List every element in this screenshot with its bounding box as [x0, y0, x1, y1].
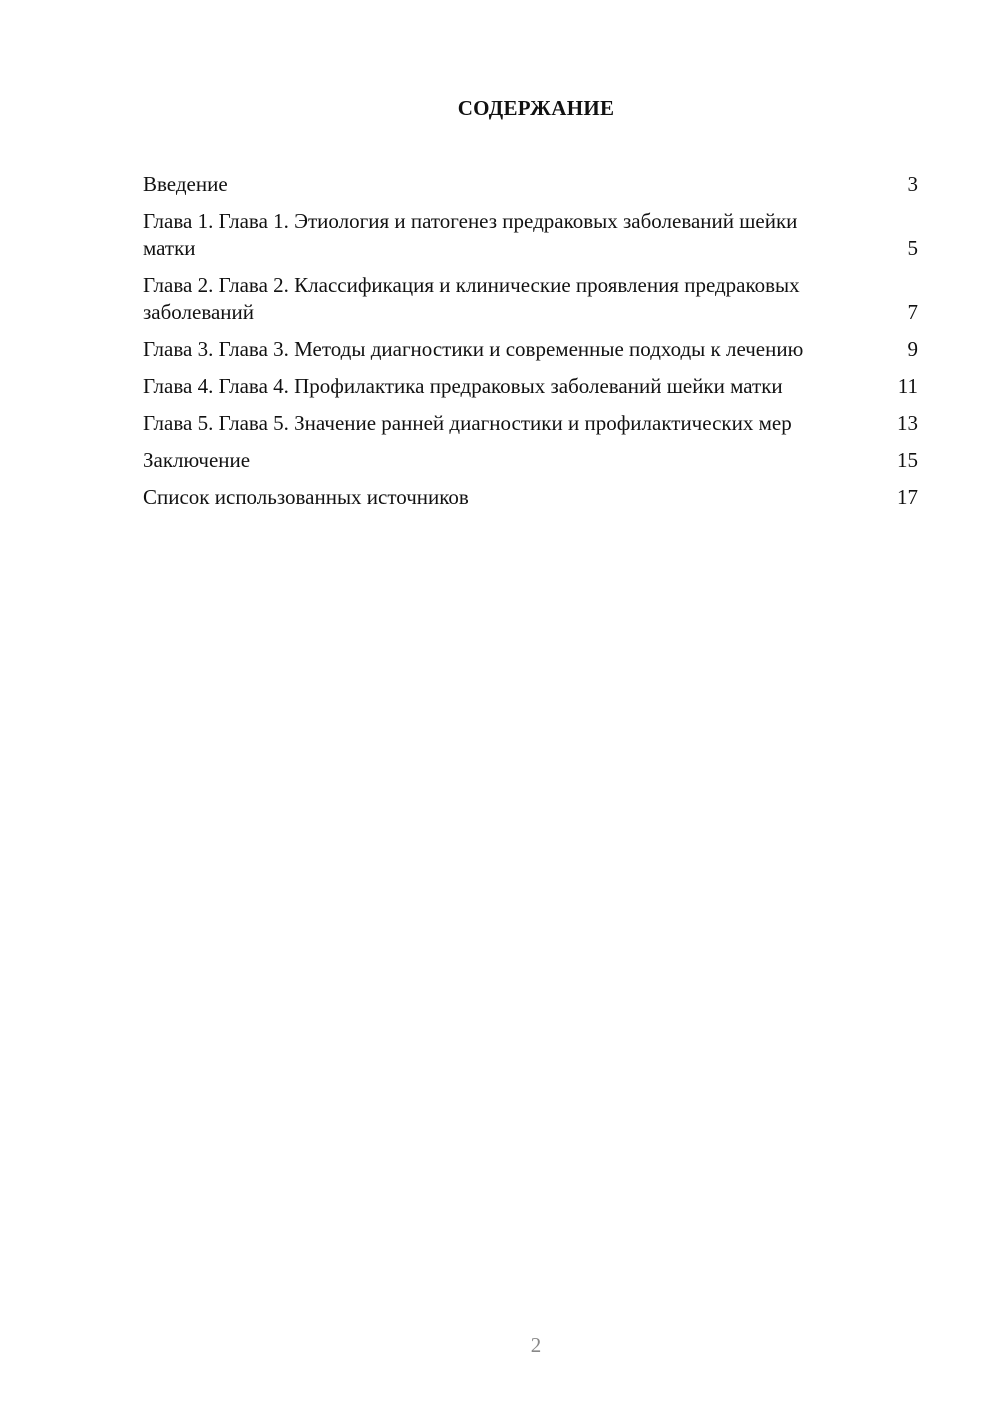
toc-entry-chapter-3[interactable]: [143, 336, 918, 363]
toc-entry-label: Глава 4. Глава 4. Профилактика предраковых заболеваний шейки матки: [143, 374, 783, 398]
page-number: 2: [530, 1333, 542, 1357]
toc-entry-label: Глава 2. Глава 2. Классификация и клинические проявления предраковых заболеваний: [143, 273, 800, 324]
toc-entry-label: Список использованных источников: [143, 485, 469, 509]
toc-entry-page-number: 13: [897, 411, 918, 435]
toc-entry-page-number: 3: [907, 172, 918, 196]
table-of-contents: [143, 171, 918, 521]
toc-entry-page-number: 17: [897, 485, 918, 509]
toc-entry-page-number: 9: [907, 337, 918, 361]
toc-entry-chapter-5[interactable]: [143, 410, 918, 437]
toc-entry-label: Глава 3. Глава 3. Методы диагностики и современные подходы к лечению: [143, 337, 804, 361]
toc-entry-label: Введение: [143, 172, 228, 196]
toc-entry-page-number: 15: [897, 448, 918, 472]
toc-entry-introduction[interactable]: [143, 171, 918, 198]
toc-entry-page-number: 7: [907, 300, 918, 324]
toc-entry-label: Глава 5. Глава 5. Значение ранней диагностики и профилактических мер: [143, 411, 792, 435]
toc-entry-references[interactable]: [143, 484, 918, 511]
toc-entry-chapter-2[interactable]: [143, 272, 918, 326]
toc-entry-label: Глава 1. Глава 1. Этиология и патогенез предраковых заболеваний шейки матки: [143, 209, 798, 260]
toc-entry-conclusion[interactable]: [143, 447, 918, 474]
page-title: СОДЕРЖАНИЕ: [457, 96, 615, 120]
toc-entry-chapter-4[interactable]: [143, 373, 918, 400]
toc-entry-page-number: 5: [907, 236, 918, 260]
toc-entry-chapter-1[interactable]: [143, 208, 918, 262]
toc-entry-label: Заключение: [143, 448, 251, 472]
toc-entry-page-number: 11: [897, 374, 918, 398]
